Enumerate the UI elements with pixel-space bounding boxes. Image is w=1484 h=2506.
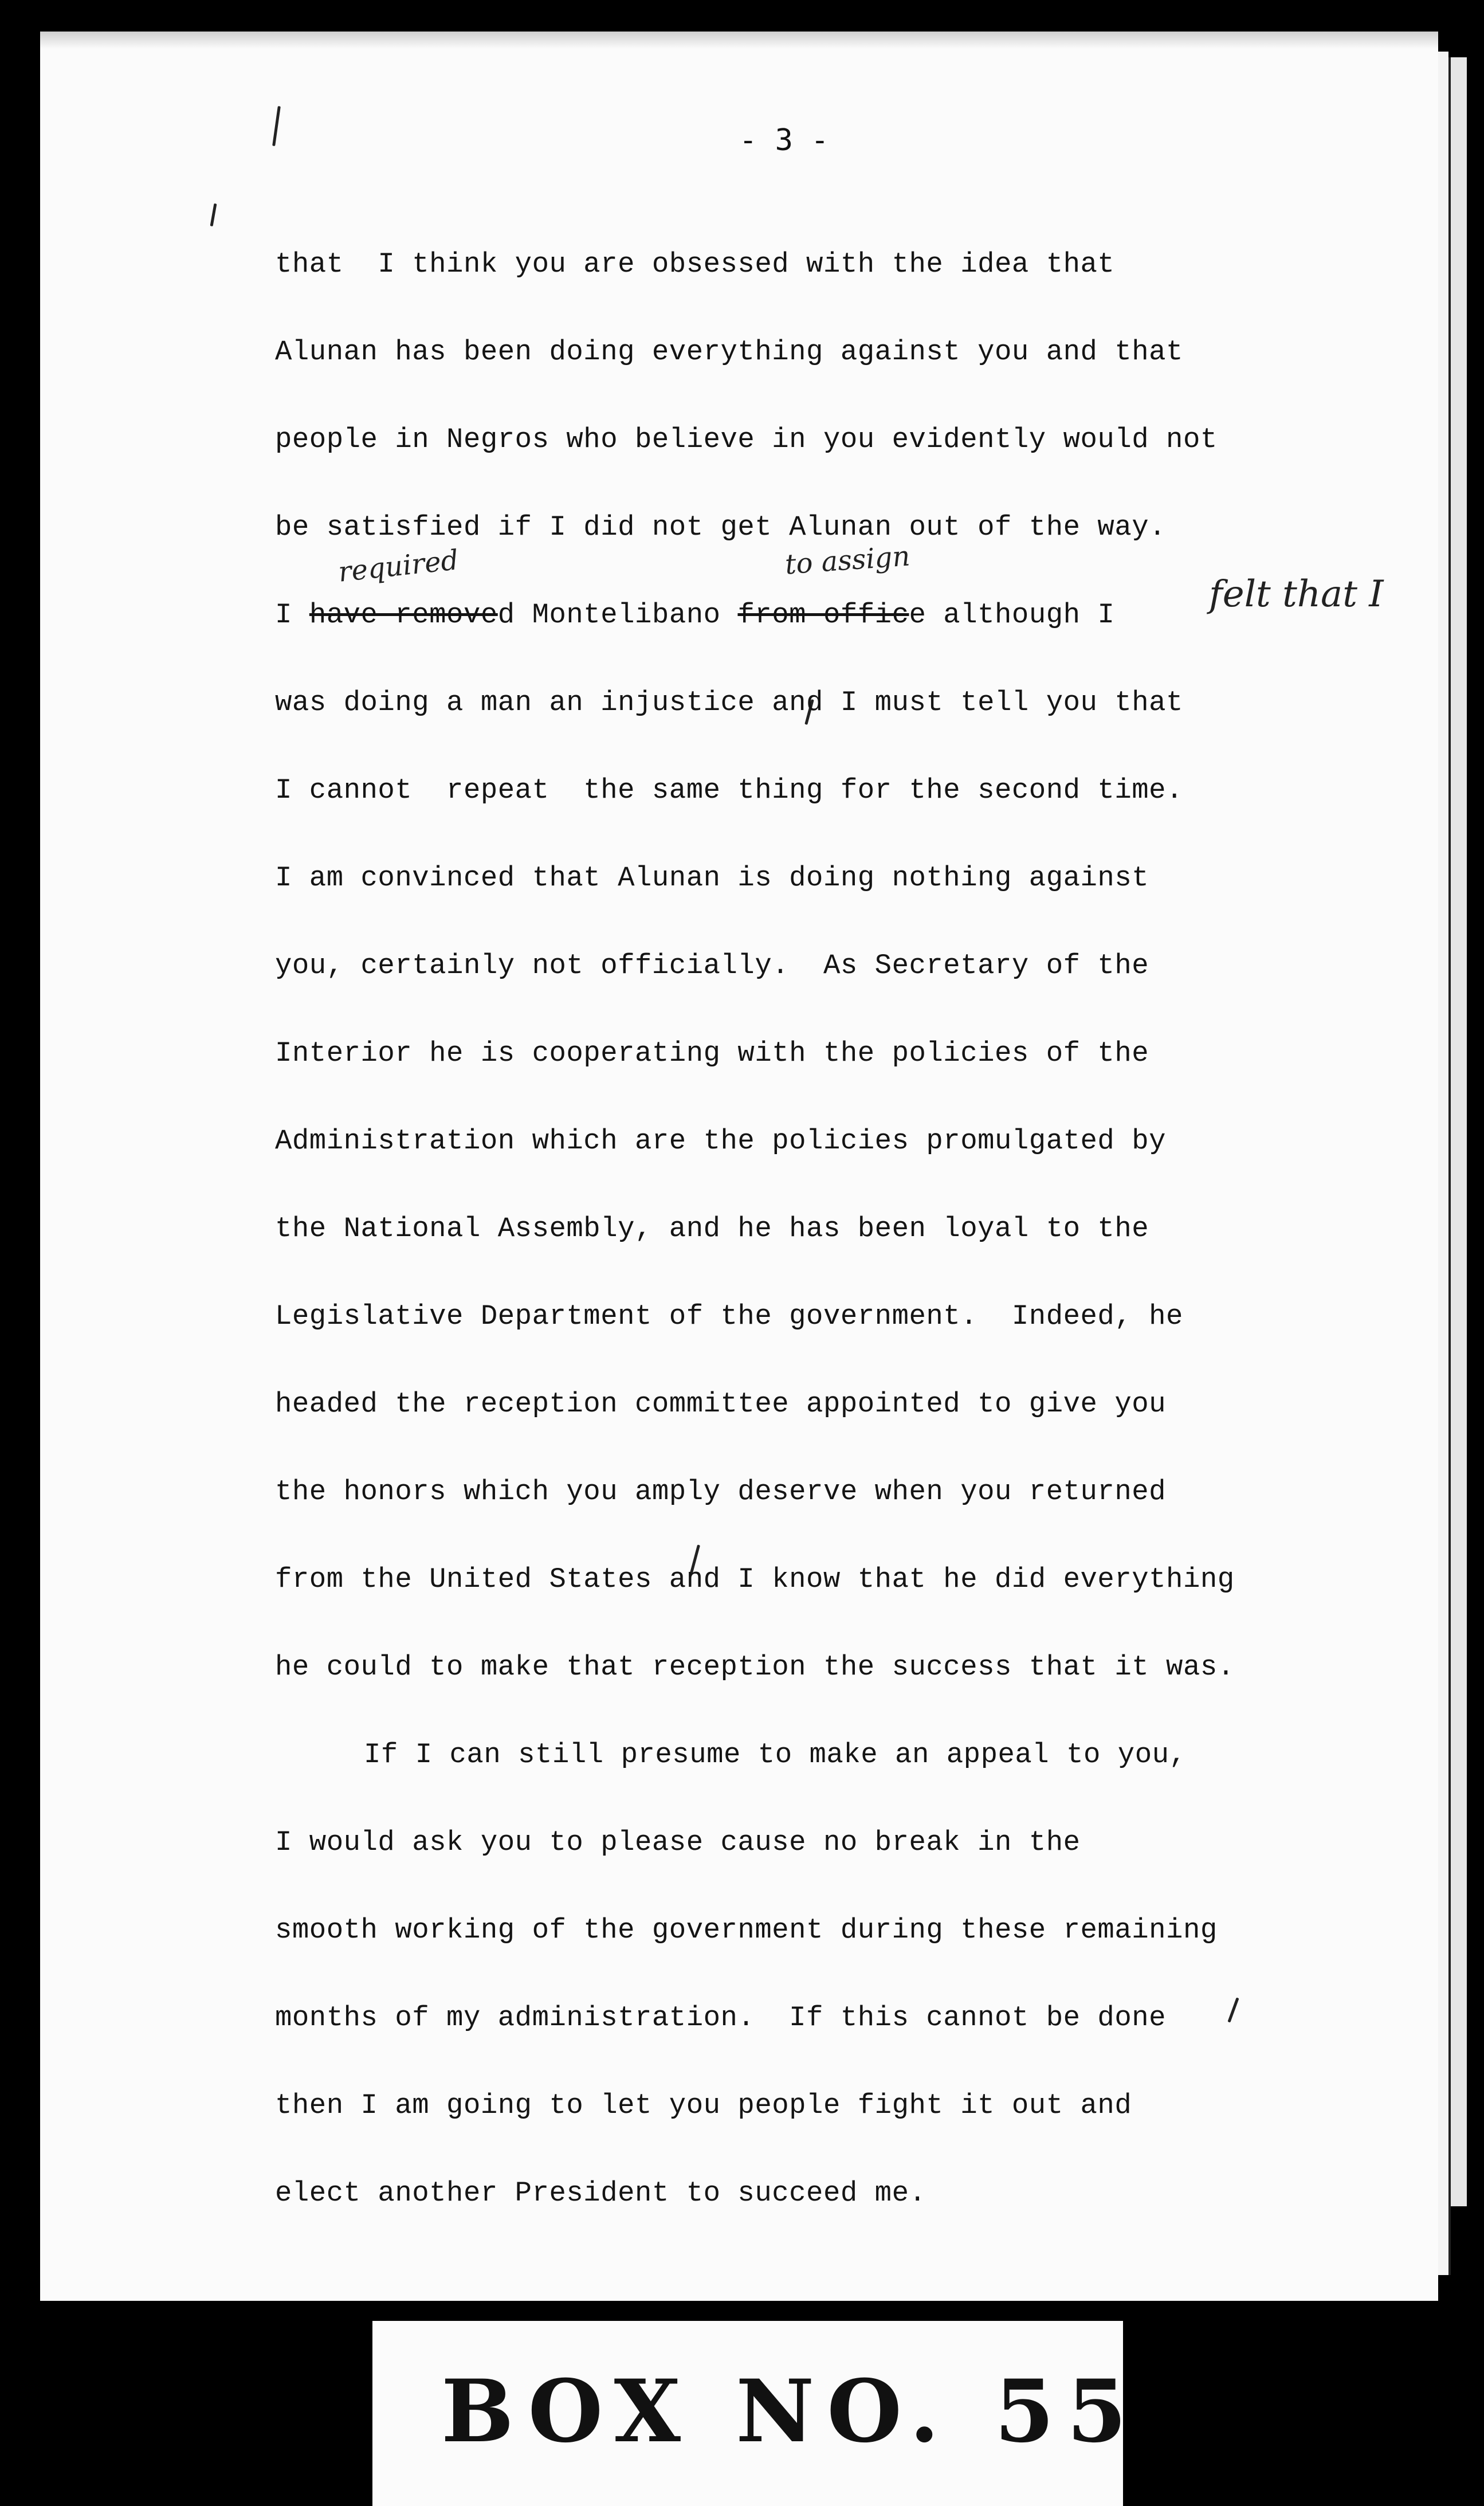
- letter-body: [275, 221, 1364, 2237]
- document-page: [40, 32, 1438, 2301]
- handwritten-to-assign: to assign: [784, 540, 912, 581]
- edited-line-post: e although I: [909, 599, 1115, 631]
- sheet-edge: [1448, 57, 1451, 2275]
- text-line: Legislative Department of the government. Indeed, he: [275, 1300, 1183, 1332]
- text-line: the honors which you amply deserve when you returned: [275, 1476, 1167, 1508]
- handwritten-margin-note: felt that I: [1209, 573, 1384, 615]
- text-line: I cannot repeat the same thing for the second time.: [275, 774, 1183, 806]
- text-line: be satisfied if I did not get Alunan out of the way.: [275, 511, 1167, 543]
- text-line: was doing a man an injustice and I must tell you that: [275, 687, 1183, 719]
- edited-text-line: [275, 571, 1364, 659]
- edited-line-pre: I: [275, 599, 309, 631]
- text-line: he could to make that reception the success that it was.: [275, 1651, 1235, 1683]
- text-line: months of my administration. If this cannot be done: [275, 2002, 1167, 2034]
- handwritten-required: required: [336, 544, 460, 589]
- text-line: people in Negros who believe in you evidently would not: [275, 423, 1218, 456]
- text-line: I am convinced that Alunan is doing nothing against: [275, 862, 1149, 894]
- text-line: I would ask you to please cause no break in the: [275, 1826, 1081, 1858]
- text-line: that I think you are obsessed with the idea that: [275, 248, 1115, 280]
- page-number: - 3 -: [739, 123, 829, 158]
- text-line: Administration which are the policies promulgated by: [275, 1125, 1167, 1157]
- paragraph-start-line: If I can still presume to make an appeal to you,: [364, 1739, 1187, 1771]
- text-line: you, certainly not officially. As Secretary of the: [275, 950, 1149, 982]
- back-sheet: [1450, 57, 1467, 2206]
- box-label: [372, 2321, 1140, 2506]
- text-line: from the United States and I know that he did everything: [275, 1563, 1235, 1595]
- text-line: smooth working of the government during these remaining: [275, 1914, 1218, 1946]
- text-line: Alunan has been doing everything against you and that: [275, 336, 1183, 368]
- text-line: then I am going to let you people fight it out and: [275, 2089, 1132, 2121]
- margin-mark: [272, 106, 281, 146]
- edited-line-mid: d Montelibano: [497, 599, 738, 631]
- struck-text: have remove: [309, 599, 498, 631]
- text-line: the National Assembly, and he has been loyal to the: [275, 1213, 1149, 1245]
- text-line: headed the reception committee appointed to give you: [275, 1388, 1167, 1420]
- page-top-shadow: [40, 32, 1438, 49]
- struck-text: from offic: [737, 599, 909, 631]
- margin-mark: [210, 203, 217, 226]
- text-line: elect another President to succeed me.: [275, 2177, 926, 2209]
- box-label-text: BOX NO. 55: [441, 2361, 1140, 2462]
- text-line: Interior he is cooperating with the policies of the: [275, 1037, 1149, 1069]
